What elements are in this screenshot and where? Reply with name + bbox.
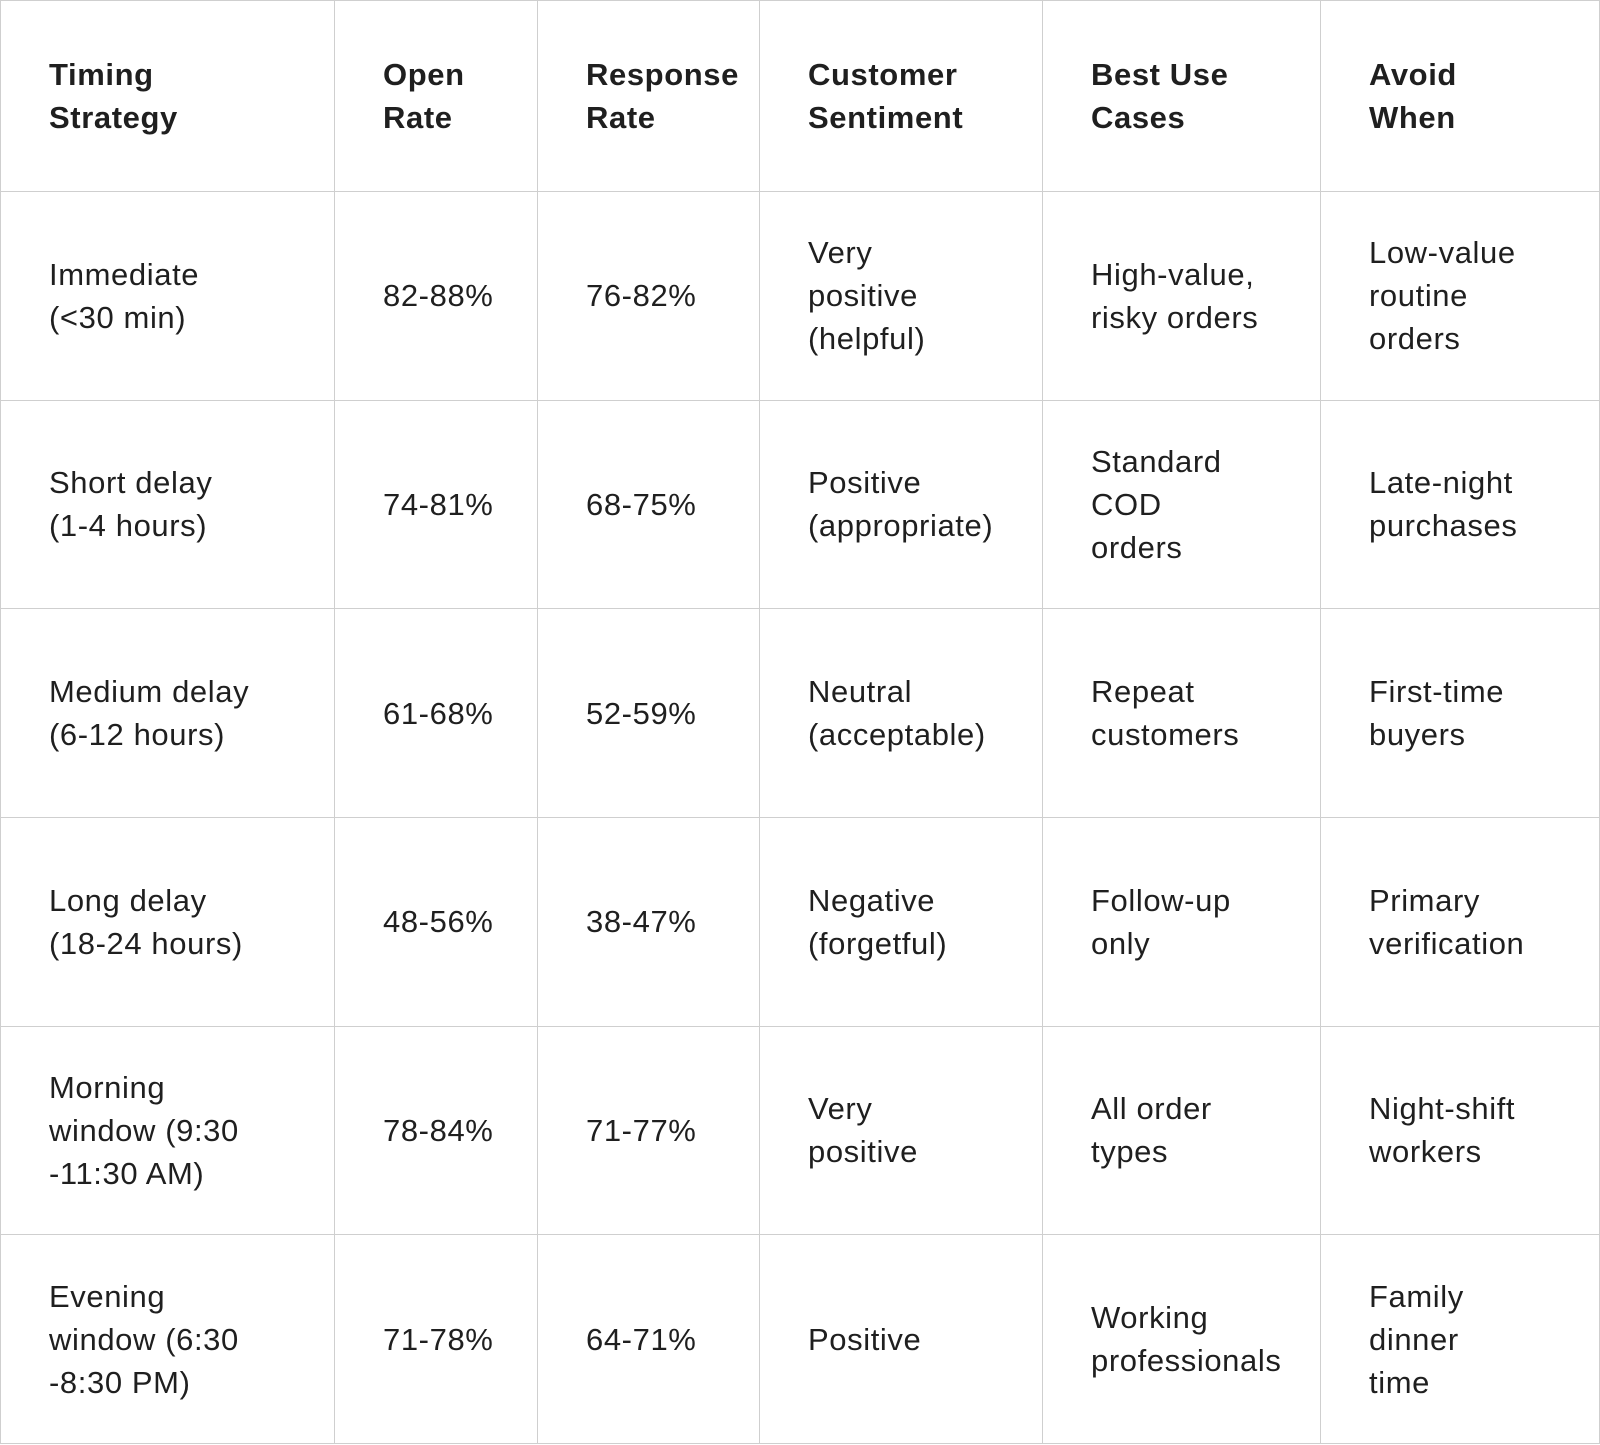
cell-text: Repeat customers bbox=[1091, 674, 1240, 753]
cell-text: Very positive bbox=[808, 1091, 918, 1170]
cell-avoid-when bbox=[1321, 1026, 1600, 1235]
cell-text: Late-night purchases bbox=[1369, 465, 1518, 544]
cell-text: Positive bbox=[808, 1321, 922, 1357]
cell-open-rate bbox=[335, 192, 538, 401]
cell-text: Neutral (acceptable) bbox=[808, 674, 986, 753]
cell-best-use-cases bbox=[1043, 192, 1321, 401]
cell-open-rate bbox=[335, 1235, 538, 1444]
cell-text: 74-81% bbox=[383, 486, 494, 522]
cell-open-rate bbox=[335, 1026, 538, 1235]
cell-text: Morning window (9:30 -11:30 AM) bbox=[49, 1069, 239, 1191]
cell-avoid-when bbox=[1321, 192, 1600, 401]
cell-text: 61-68% bbox=[383, 695, 494, 731]
cell-text: Evening window (6:30 -8:30 PM) bbox=[49, 1278, 239, 1400]
table-row bbox=[1, 817, 1600, 1026]
cell-timing-strategy bbox=[1, 400, 335, 609]
cell-timing-strategy bbox=[1, 192, 335, 401]
cell-timing-strategy bbox=[1, 1235, 335, 1444]
cell-text: 68-75% bbox=[586, 486, 697, 522]
cell-text: 71-77% bbox=[586, 1112, 697, 1148]
cell-text: Primary verification bbox=[1369, 882, 1525, 961]
cell-response-rate bbox=[538, 400, 760, 609]
cell-open-rate bbox=[335, 400, 538, 609]
table-row bbox=[1, 609, 1600, 818]
header-label: Response Rate bbox=[586, 57, 739, 135]
cell-text: Working professionals bbox=[1091, 1300, 1282, 1379]
header-response-rate bbox=[538, 1, 760, 192]
cell-text: 64-71% bbox=[586, 1321, 697, 1357]
cell-text: 52-59% bbox=[586, 695, 697, 731]
cell-text: Immediate (<30 min) bbox=[49, 256, 200, 335]
cell-text: Low-value routine orders bbox=[1369, 235, 1516, 357]
cell-timing-strategy bbox=[1, 1026, 335, 1235]
cell-avoid-when bbox=[1321, 1235, 1600, 1444]
table-row bbox=[1, 400, 1600, 609]
cell-timing-strategy bbox=[1, 609, 335, 818]
cell-open-rate bbox=[335, 609, 538, 818]
table-row bbox=[1, 1235, 1600, 1444]
cell-text: Very positive (helpful) bbox=[808, 235, 926, 357]
cell-text: 48-56% bbox=[383, 904, 494, 940]
cell-text: First-time buyers bbox=[1369, 674, 1505, 753]
cell-best-use-cases bbox=[1043, 817, 1321, 1026]
header-label: Best Use Cases bbox=[1091, 57, 1229, 135]
cell-response-rate bbox=[538, 192, 760, 401]
cell-avoid-when bbox=[1321, 609, 1600, 818]
cell-response-rate bbox=[538, 1026, 760, 1235]
cell-customer-sentiment bbox=[760, 400, 1043, 609]
header-label: Timing Strategy bbox=[49, 57, 178, 135]
cell-best-use-cases bbox=[1043, 1235, 1321, 1444]
cell-timing-strategy bbox=[1, 817, 335, 1026]
cell-text: Follow-up only bbox=[1091, 882, 1231, 961]
header-avoid-when bbox=[1321, 1, 1600, 192]
header-label: Avoid When bbox=[1369, 57, 1457, 135]
cell-text: Positive (appropriate) bbox=[808, 465, 994, 544]
cell-response-rate bbox=[538, 817, 760, 1026]
cell-text: Negative (forgetful) bbox=[808, 882, 948, 961]
header-customer-sentiment bbox=[760, 1, 1043, 192]
cell-text: 76-82% bbox=[586, 278, 697, 314]
header-label: Customer Sentiment bbox=[808, 57, 964, 135]
cell-open-rate bbox=[335, 817, 538, 1026]
cell-text: High-value, risky orders bbox=[1091, 256, 1259, 335]
cell-avoid-when bbox=[1321, 400, 1600, 609]
cell-text: Short delay (1-4 hours) bbox=[49, 465, 213, 544]
cell-text: All order types bbox=[1091, 1091, 1212, 1170]
header-row bbox=[1, 1, 1600, 192]
table-header bbox=[1, 1, 1600, 192]
cell-text: 38-47% bbox=[586, 904, 697, 940]
cell-text: 78-84% bbox=[383, 1112, 494, 1148]
cell-text: Standard COD orders bbox=[1091, 443, 1222, 565]
cell-text: Medium delay (6-12 hours) bbox=[49, 674, 250, 753]
header-open-rate bbox=[335, 1, 538, 192]
header-best-use-cases bbox=[1043, 1, 1321, 192]
cell-response-rate bbox=[538, 1235, 760, 1444]
cell-best-use-cases bbox=[1043, 609, 1321, 818]
cell-customer-sentiment bbox=[760, 1026, 1043, 1235]
cell-response-rate bbox=[538, 609, 760, 818]
table-body bbox=[1, 192, 1600, 1444]
cell-avoid-when bbox=[1321, 817, 1600, 1026]
cell-best-use-cases bbox=[1043, 1026, 1321, 1235]
table-row bbox=[1, 1026, 1600, 1235]
cell-customer-sentiment bbox=[760, 192, 1043, 401]
table-row bbox=[1, 192, 1600, 401]
cell-text: Night-shift workers bbox=[1369, 1091, 1516, 1170]
cell-best-use-cases bbox=[1043, 400, 1321, 609]
cell-text: Long delay (18-24 hours) bbox=[49, 882, 243, 961]
cell-text: Family dinner time bbox=[1369, 1278, 1464, 1400]
cell-text: 82-88% bbox=[383, 278, 494, 314]
header-timing-strategy bbox=[1, 1, 335, 192]
cell-customer-sentiment bbox=[760, 609, 1043, 818]
cell-customer-sentiment bbox=[760, 1235, 1043, 1444]
cell-customer-sentiment bbox=[760, 817, 1043, 1026]
cell-text: 71-78% bbox=[383, 1321, 494, 1357]
header-label: Open Rate bbox=[383, 57, 465, 135]
